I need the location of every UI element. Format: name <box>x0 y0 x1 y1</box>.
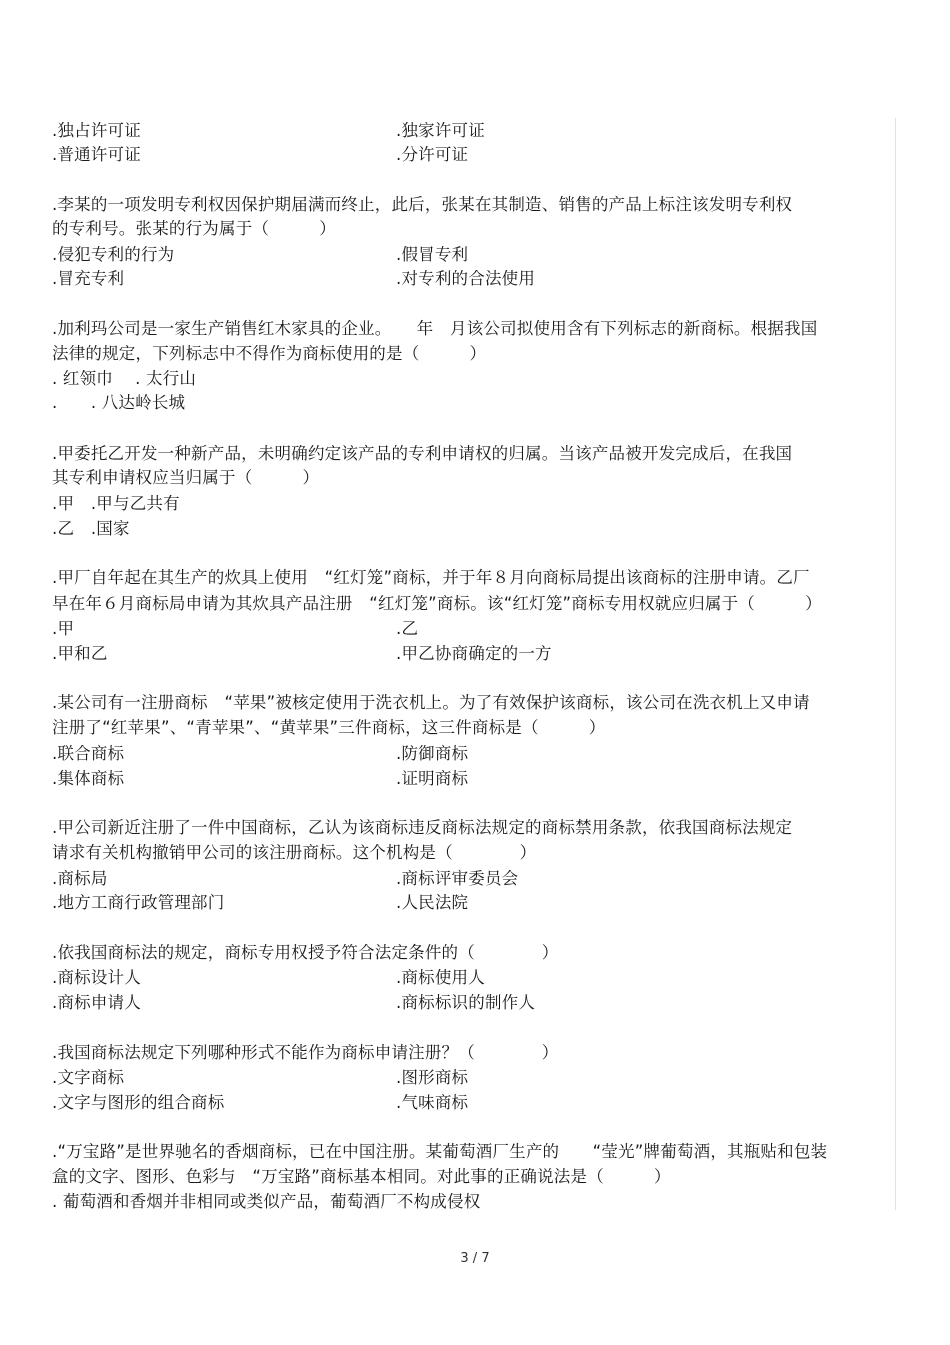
option: .防御商标 <box>396 744 469 763</box>
option: .文字商标 <box>52 1068 125 1087</box>
option: .独家许可证 <box>396 121 485 140</box>
option-row <box>52 644 552 664</box>
option: .商标申请人 <box>52 993 141 1012</box>
question-text: 早在年６月商标局申请为其炊具产品注册 “红灯笼”商标。该“红灯笼”商标专用权就应归属于（ ） <box>52 594 822 613</box>
question-text: .我国商标法规定下列哪种形式不能作为商标申请注册？（ ） <box>52 1043 559 1062</box>
option-row: .甲 .甲与乙共有 <box>52 494 180 513</box>
option-row <box>52 869 519 889</box>
option: .独占许可证 <box>52 121 141 140</box>
option: .集体商标 <box>52 769 125 788</box>
option-row <box>52 1093 469 1113</box>
option-row <box>52 269 536 289</box>
option: .气味商标 <box>396 1093 469 1112</box>
question-text: 的专利号。张某的行为属于（ ） <box>52 219 336 238</box>
option: .商标使用人 <box>396 968 485 987</box>
option: .侵犯专利的行为 <box>52 245 175 264</box>
option: .商标评审委员会 <box>396 869 519 888</box>
option: .地方工商行政管理部门 <box>52 893 225 912</box>
option: .普通许可证 <box>52 145 141 164</box>
option: .对专利的合法使用 <box>396 269 536 288</box>
option-row <box>52 1068 469 1088</box>
option: .联合商标 <box>52 744 125 763</box>
question-text: .甲公司新近注册了一件中国商标，乙认为该商标违反商标法规定的商标禁用条款，依我国商标法规定 <box>52 818 793 837</box>
question-text: 注册了“红苹果”、“青苹果”、“黄苹果”三件商标，这三件商标是（ ） <box>52 718 606 737</box>
option: .冒充专利 <box>52 269 125 288</box>
option: .文字与图形的组合商标 <box>52 1093 225 1112</box>
question-text: 其专利申请权应当归属于（ ） <box>52 468 320 487</box>
option-row: . 葡萄酒和香烟并非相同或类似产品，葡萄酒厂不构成侵权 <box>52 1192 481 1211</box>
option-row <box>52 769 469 789</box>
option-row: . 红领巾 . 太行山 <box>52 369 197 388</box>
question-text: .依我国商标法的规定，商标专用权授予符合法定条件的（ ） <box>52 943 559 962</box>
question-text: .李某的一项发明专利权因保护期届满而终止，此后，张某在其制造、销售的产品上标注该发明专利权 <box>52 195 793 214</box>
question-text: .甲厂自年起在其生产的炊具上使用 “红灯笼”商标，并于年８月向商标局提出该商标的注册申请。乙厂 <box>52 568 810 587</box>
option: .甲和乙 <box>52 644 108 663</box>
option: .甲 <box>52 619 75 638</box>
option-row <box>52 245 469 265</box>
option-row <box>52 744 469 764</box>
page-edge-divider <box>895 118 896 1210</box>
option-row <box>52 993 536 1013</box>
option: .商标设计人 <box>52 968 141 987</box>
option: .商标标识的制作人 <box>396 993 536 1012</box>
option-row <box>52 619 419 639</box>
option-row <box>52 145 469 165</box>
option-row <box>52 121 485 141</box>
option: .图形商标 <box>396 1068 469 1087</box>
question-text: .甲委托乙开发一种新产品，未明确约定该产品的专利申请权的归属。当该产品被开发完成后，在我国 <box>52 444 793 463</box>
question-text: 盒的文字、图形、色彩与 “万宝路”商标基本相同。对此事的正确说法是（ ） <box>52 1167 671 1186</box>
question-text: 请求有关机构撤销甲公司的该注册商标。这个机构是（ ） <box>52 843 537 862</box>
question-text: .“万宝路”是世界驰名的香烟商标，已在中国注册。某葡萄酒厂生产的 “莹光”牌葡萄酒，其瓶贴和包装 <box>52 1142 828 1161</box>
option: .假冒专利 <box>396 245 469 264</box>
option-row <box>52 893 469 913</box>
option-row <box>52 968 485 988</box>
option: .人民法院 <box>396 893 469 912</box>
option-row: . . 八达岭长城 <box>52 393 186 412</box>
option: .分许可证 <box>396 145 469 164</box>
question-text: .某公司有一注册商标 “苹果”被核定使用于洗衣机上。为了有效保护该商标，该公司在洗衣机上又申请 <box>52 693 810 712</box>
option: .甲乙协商确定的一方 <box>396 644 552 663</box>
option-row: .乙 .国家 <box>52 519 130 538</box>
option: .商标局 <box>52 869 108 888</box>
question-text: 法律的规定，下列标志中不得作为商标使用的是（ ） <box>52 344 487 363</box>
question-text: .加利玛公司是一家生产销售红木家具的企业。 年 月该公司拟使用含有下列标志的新商标。根据我国 <box>52 319 818 338</box>
page-number: 3 / 7 <box>460 1251 490 1266</box>
option: .证明商标 <box>396 769 469 788</box>
option: .乙 <box>396 619 419 638</box>
